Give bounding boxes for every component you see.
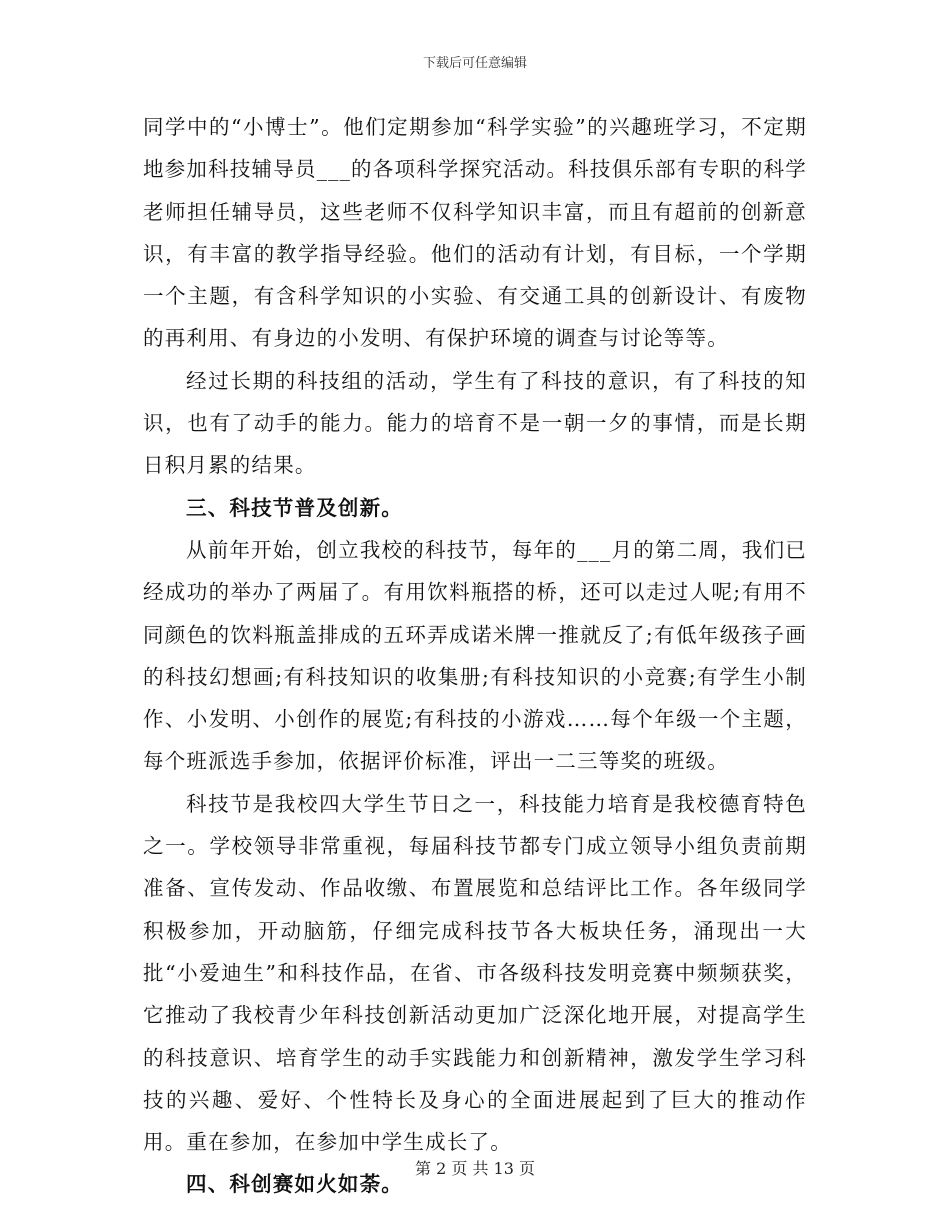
page-header: 下载后可任意编辑 bbox=[422, 56, 527, 71]
paragraph-continuation: 同学中的“小博士”。他们定期参加“科学实验”的兴趣班学习，不定期地参加科技辅导员___的各项科学探究活动。科技俱乐部有专职的科学老师担任辅导员，这些老师不仅科学知识丰富，而且有超前的创新意识，有丰富的教学指导经验。他们的活动有计划，有目标，一个学期一个主题，有含科学知识的小实验、有交通工具的创新设计、有废物的再利用、有身边的小发明、有保护环境的调查与讨论等等。 bbox=[143, 115, 807, 351]
page-number-footer: 第 2 页 共 13 页 bbox=[415, 1159, 535, 1178]
paragraph-tech-festival: 从前年开始，创立我校的科技节，每年的___月的第二周，我们已经成功的举办了两届了。有用饮料瓶搭的桥，还可以走过人呢;有用不同颜色的饮料瓶盖排成的五环弄成诺米牌一推就反了;有低年级孩子画的科技幻想画;有科技知识的收集册;有科技知识的小竞赛;有学生小制作、小发明、小创作的展览;有科技的小游戏……每个年级一个主题，每个班派选手参加，依据评价标准，评出一二三等奖的班级。 bbox=[143, 537, 807, 774]
section-heading-4: 四、科创赛如火如荼。 bbox=[186, 1172, 403, 1197]
paragraph-long-term-activity: 经过长期的科技组的活动，学生有了科技的意识，有了科技的知识，也有了动手的能力。能力的培育不是一朝一夕的事情，而是长期日积月累的结果。 bbox=[143, 368, 807, 478]
paragraph-festival-significance: 科技节是我校四大学生节日之一，科技能力培育是我校德育特色之一。学校领导非常重视，每届科技节都专门成立领导小组负责前期准备、宣传发动、作品收缴、布置展览和总结评比工作。各年级同学积极参加，开动脑筋，仔细完成科技节各大板块任务，涌现出一大批“小爱迪生”和科技作品，在省、市各级科技发明竞赛中频频获奖，它推动了我校青少年科技创新活动更加广泛深化地开展，对提高学生的科技意识、培育学生的动手实践能力和创新精神，激发学生学习科技的兴趣、爱好、个性特长及身心的全面进展起到了巨大的推动作用。重在参加，在参加中学生成长了。 bbox=[143, 791, 807, 1155]
section-heading-3: 三、科技节普及创新。 bbox=[186, 495, 403, 520]
document-body bbox=[143, 106, 807, 1206]
